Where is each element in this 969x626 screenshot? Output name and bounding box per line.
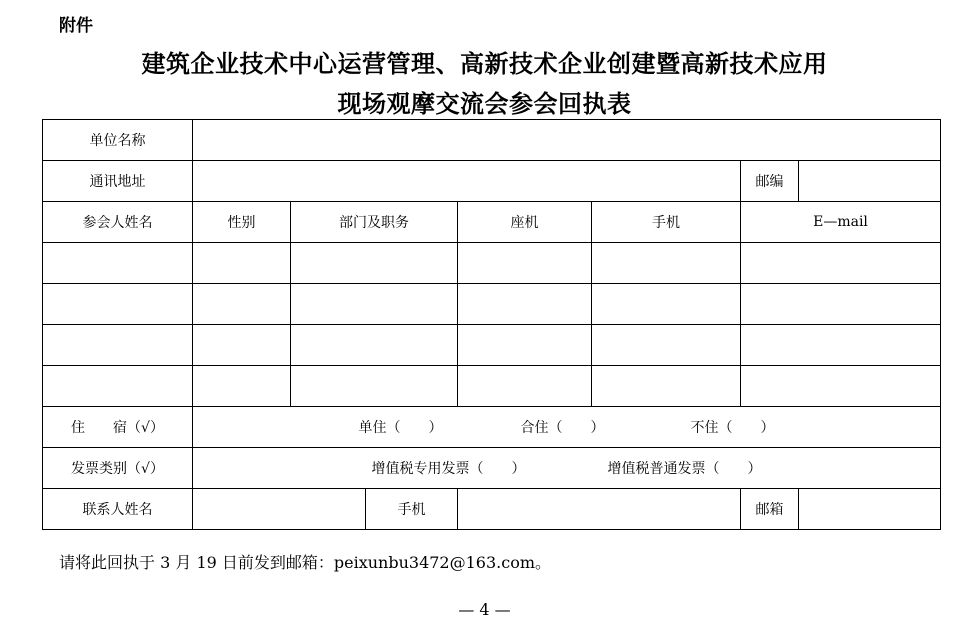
lodging-label: 住 宿（√） <box>43 407 193 448</box>
contact-email-field[interactable] <box>799 489 941 530</box>
contact-name-field[interactable] <box>193 489 366 530</box>
attendee-name-cell[interactable] <box>43 243 193 284</box>
attendee-mobile-cell[interactable] <box>592 243 741 284</box>
address-row <box>43 161 941 202</box>
lodging-row <box>43 407 941 448</box>
lodging-options <box>193 407 941 448</box>
lodging-option-shared[interactable]: 合住（ ） <box>520 420 605 436</box>
attendee-email-cell[interactable] <box>741 366 941 407</box>
invoice-label: 发票类别（√） <box>43 448 193 489</box>
submission-note: 请将此回执于 3 月 19 日前发到邮箱：peixunbu3472@163.com。 <box>59 553 552 572</box>
attendee-email-cell[interactable] <box>741 284 941 325</box>
attendee-mobile-cell[interactable] <box>592 284 741 325</box>
invoice-options <box>193 448 941 489</box>
unit-name-field[interactable] <box>193 120 941 161</box>
attachment-label: 附件 <box>59 16 93 36</box>
invoice-option-special[interactable]: 增值税专用发票（ ） <box>371 461 526 477</box>
invoice-option-general[interactable]: 增值税普通发票（ ） <box>607 461 762 477</box>
postcode-label: 邮编 <box>741 161 799 202</box>
attendee-mobile-cell[interactable] <box>592 366 741 407</box>
attendee-gender-cell[interactable] <box>193 284 291 325</box>
attendee-name-cell[interactable] <box>43 284 193 325</box>
attendee-row <box>43 243 941 284</box>
contact-phone-field[interactable] <box>458 489 741 530</box>
unit-name-label: 单位名称 <box>43 120 193 161</box>
attendee-department-cell[interactable] <box>291 284 458 325</box>
lodging-option-none[interactable]: 不住（ ） <box>690 420 775 436</box>
lodging-option-single[interactable]: 单住（ ） <box>358 420 443 436</box>
attendee-department-cell[interactable] <box>291 366 458 407</box>
header-mobile: 手机 <box>592 202 741 243</box>
attendee-header-row <box>43 202 941 243</box>
attendee-row <box>43 284 941 325</box>
header-department-position: 部门及职务 <box>291 202 458 243</box>
address-label: 通讯地址 <box>43 161 193 202</box>
contact-email-label: 邮箱 <box>741 489 799 530</box>
attendee-landline-cell[interactable] <box>458 284 592 325</box>
attendee-landline-cell[interactable] <box>458 243 592 284</box>
attendee-email-cell[interactable] <box>741 243 941 284</box>
contact-name-label: 联系人姓名 <box>43 489 193 530</box>
attendee-department-cell[interactable] <box>291 325 458 366</box>
contact-row <box>43 489 941 530</box>
page-number: — 4 — <box>458 600 511 619</box>
attendee-row <box>43 325 941 366</box>
attendee-name-cell[interactable] <box>43 366 193 407</box>
attendee-name-cell[interactable] <box>43 325 193 366</box>
address-field[interactable] <box>193 161 741 202</box>
postcode-field[interactable] <box>799 161 941 202</box>
registration-form-table <box>42 119 941 530</box>
header-attendee-name: 参会人姓名 <box>43 202 193 243</box>
header-email: E—mail <box>741 202 941 243</box>
invoice-row <box>43 448 941 489</box>
attendee-gender-cell[interactable] <box>193 243 291 284</box>
header-landline: 座机 <box>458 202 592 243</box>
title-line-1: 建筑企业技术中心运营管理、高新技术企业创建暨高新技术应用 <box>141 49 828 78</box>
title-line-2: 现场观摩交流会参会回执表 <box>337 89 632 118</box>
attendee-department-cell[interactable] <box>291 243 458 284</box>
unit-name-row <box>43 120 941 161</box>
attendee-gender-cell[interactable] <box>193 366 291 407</box>
attendee-landline-cell[interactable] <box>458 325 592 366</box>
contact-phone-label: 手机 <box>366 489 458 530</box>
attendee-email-cell[interactable] <box>741 325 941 366</box>
header-gender: 性别 <box>193 202 291 243</box>
attendee-gender-cell[interactable] <box>193 325 291 366</box>
attendee-mobile-cell[interactable] <box>592 325 741 366</box>
attendee-row <box>43 366 941 407</box>
attendee-landline-cell[interactable] <box>458 366 592 407</box>
